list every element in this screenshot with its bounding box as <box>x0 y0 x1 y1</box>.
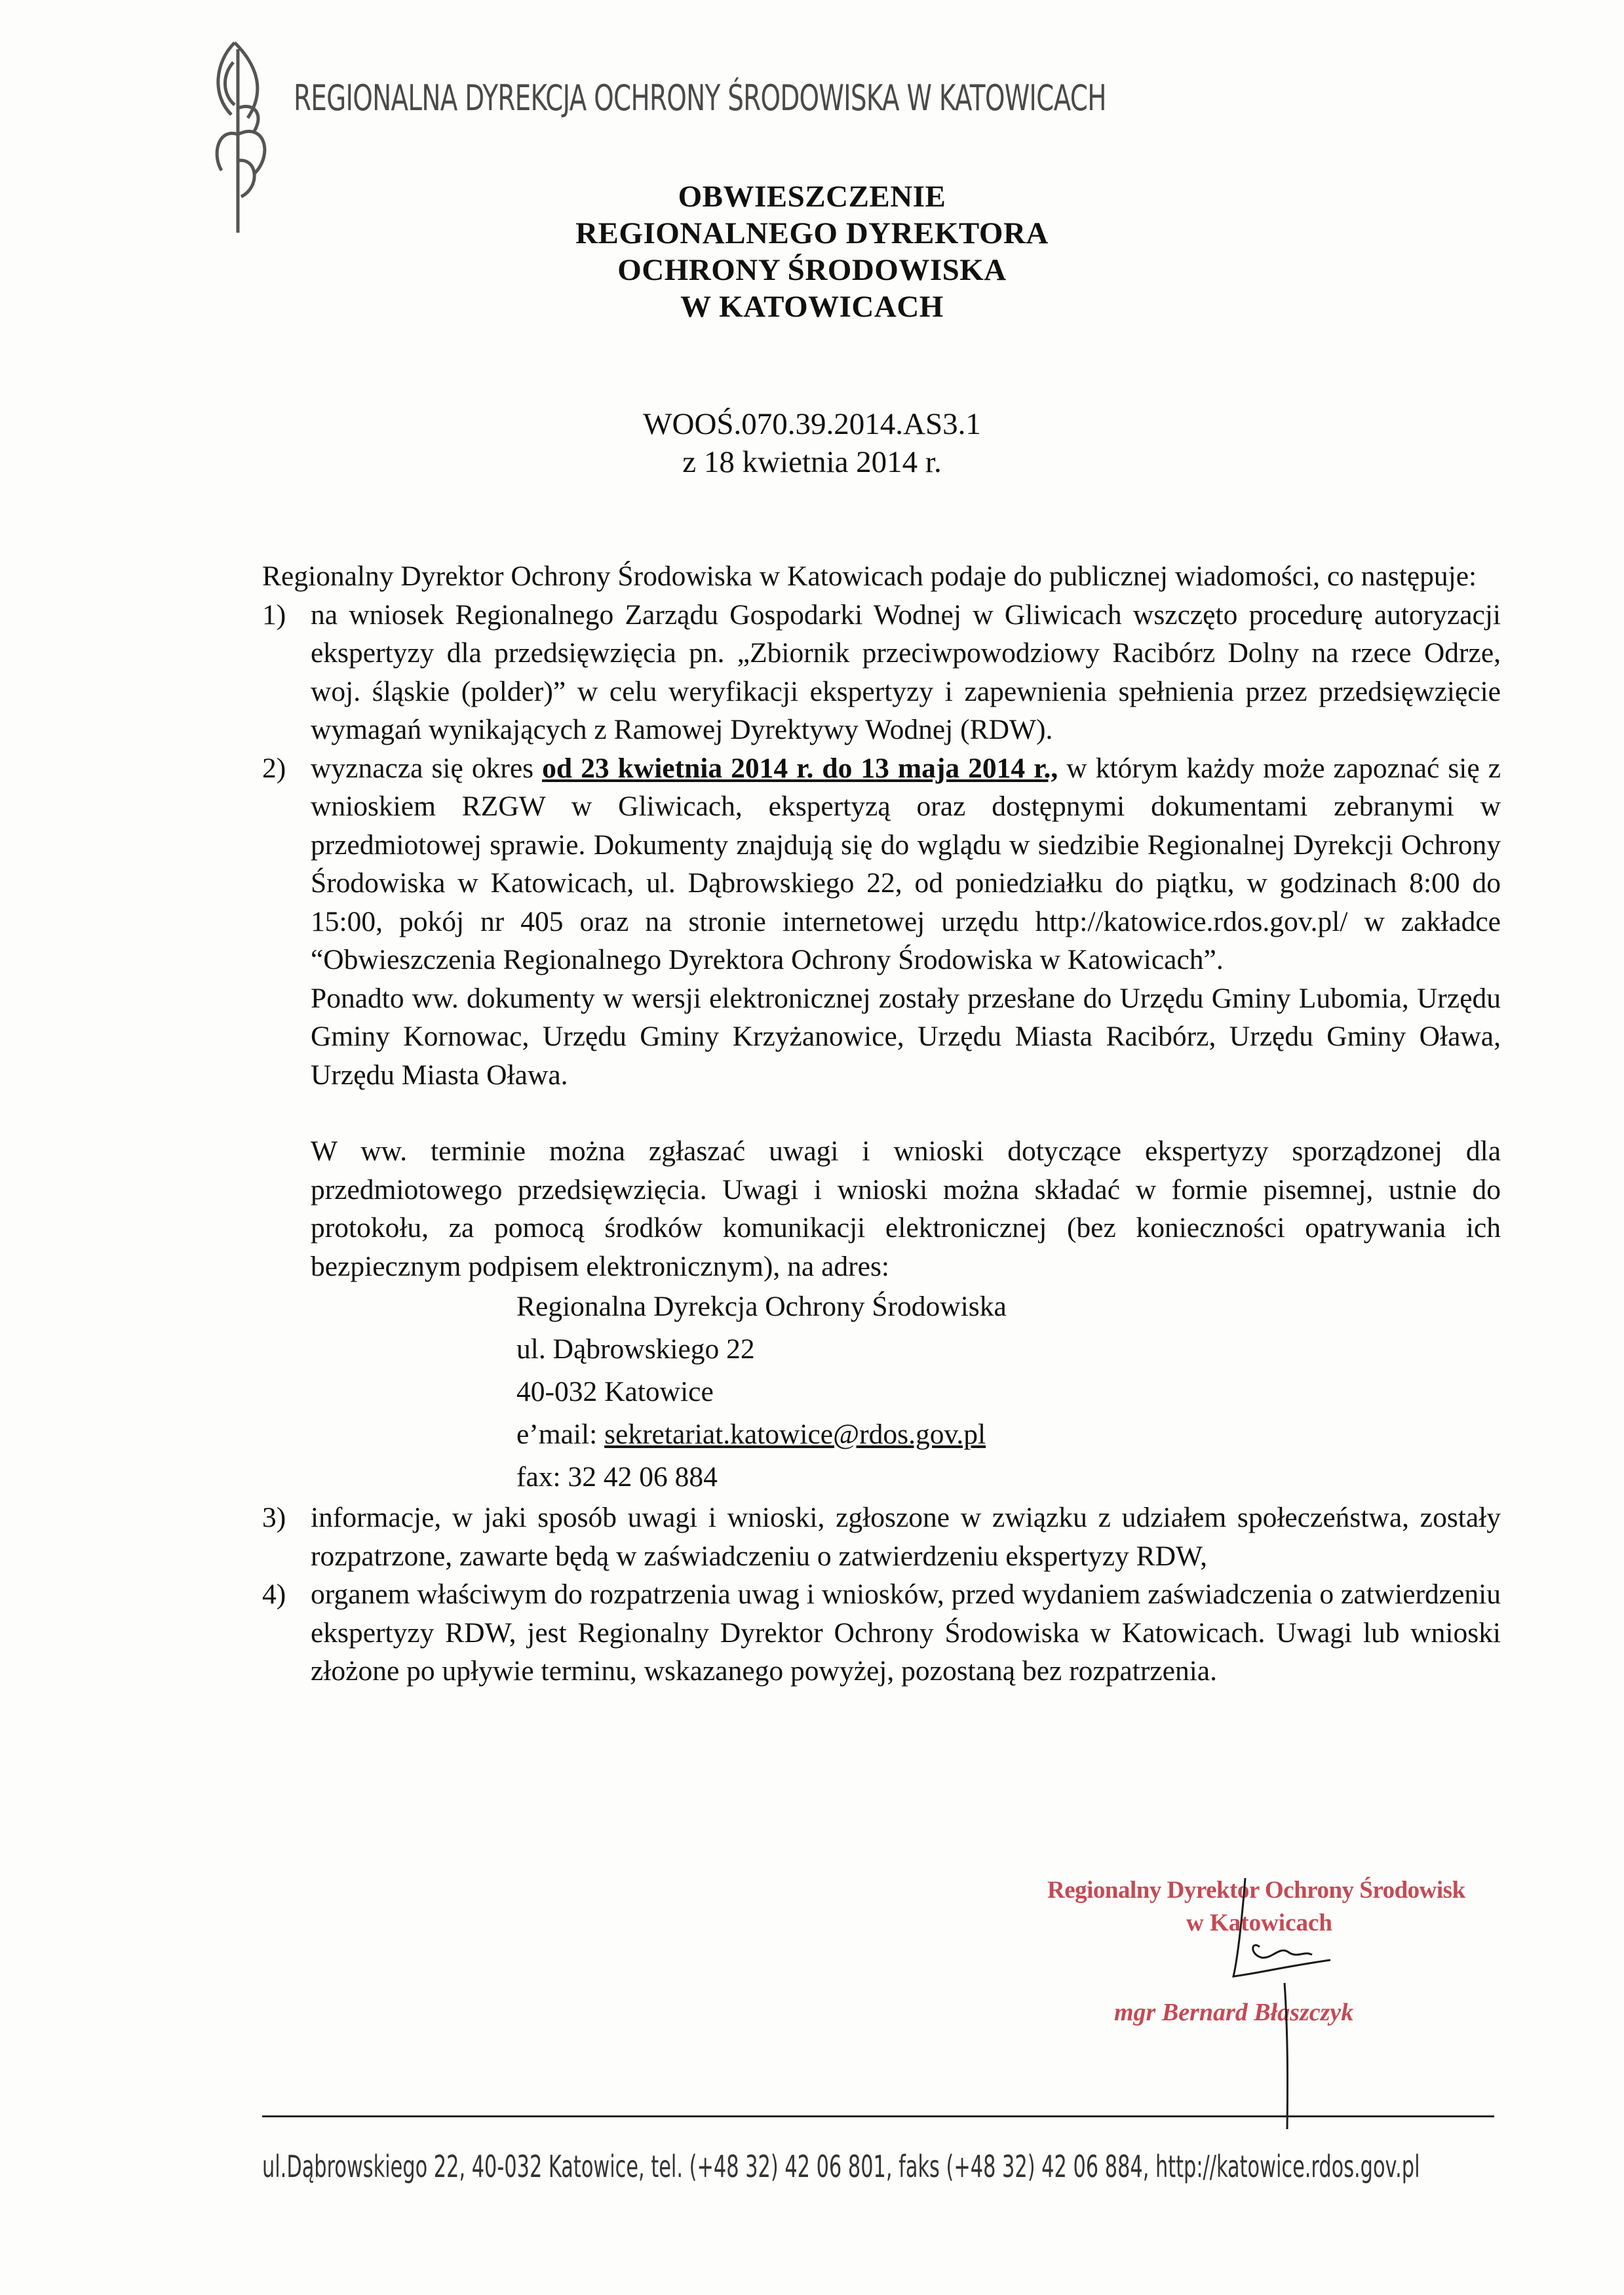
intro-paragraph: Regionalny Dyrektor Ochrony Środowiska w Katowicach podaje do publicznej wiadomości, co następuje: <box>262 560 1477 592</box>
document-body <box>262 557 1501 1691</box>
address-block <box>311 1285 1501 1499</box>
list-item <box>262 1499 1501 1575</box>
item-number: 1) <box>262 598 286 631</box>
title-line-4: W KATOWICACH <box>680 290 944 324</box>
item-number: 4) <box>262 1579 286 1610</box>
notice-items <box>262 596 1501 1691</box>
document-title <box>0 178 1624 325</box>
title-line-1: OBWIESZCZENIE <box>678 180 946 214</box>
stamp-signatory: mgr Bernard Błaszczyk <box>1114 1999 1354 2026</box>
item-number: 3) <box>262 1502 286 1533</box>
address-line-3: 40-032 Katowice <box>516 1376 714 1407</box>
organization-name: REGIONALNA DYREKCJA OCHRONY ŚRODOWISKA W KATOWICACH <box>294 77 1106 119</box>
handwritten-signature <box>1206 1868 1363 2130</box>
stamp-location: w Katowicach <box>1186 1910 1332 1936</box>
title-line-2: REGIONALNEGO DYREKTORA <box>575 216 1049 250</box>
item-text <box>311 749 1501 979</box>
footer-divider <box>262 2115 1494 2117</box>
footer-contact: ul.Dąbrowskiego 22, 40-032 Katowice, tel. (+48 32) 42 06 801, faks (+48 32) 42 06 884, http://katowice.rdos.gov.pl <box>262 2149 1420 2184</box>
item-text: na wniosek Regionalnego Zarządu Gospodarki Wodnej w Gliwicach wszczęto procedurę autoryzacji ekspertyzy dla przedsięwzięcia pn. „Zbiornik przeciwpowodziowy Racibórz Dolny na rzece Odrze, woj. śląskie (polder)” w celu weryfikacji ekspertyzy i zapewnienia spełnienia przez przedsięwzięcie wymagań wynikających z Ramowej Dyrektywy Wodnej (RDW). <box>311 598 1501 745</box>
title-line-3: OCHRONY ŚRODOWISKA <box>617 253 1007 287</box>
reference-block <box>0 405 1624 481</box>
reference-date: z 18 kwietnia 2014 r. <box>682 445 942 479</box>
list-item <box>262 596 1501 749</box>
list-item <box>262 1575 1501 1691</box>
address-email-row <box>516 1413 1501 1456</box>
item-text: organem właściwym do rozpatrzenia uwag i wniosków, przed wydaniem zaświadczenia o zatwierdzeniu ekspertyzy RDW, jest Regionalny Dyrektor Ochrony Środowiska w Katowicach. Uwagi lub wnioski złożone po upływie terminu, wskazanego powyżej, pozostaną bez rozpatrzenia. <box>311 1579 1501 1687</box>
address-line-1: Regionalna Dyrekcja Ochrony Środowiska <box>516 1291 1007 1322</box>
paragraph-gap <box>311 1094 1501 1132</box>
consultation-period: od 23 kwietnia 2014 r. do 13 maja 2014 r., <box>542 752 1058 784</box>
item-text-before: wyznacza się okres <box>311 752 543 784</box>
list-item <box>262 749 1501 1499</box>
item-text-after: w którym każdy może zapoznać się z wnioskiem RZGW w Gliwicach, ekspertyzą oraz dostępnymi dokumentami zebranymi w przedmiotowej sprawie. Dokumenty znajdują się do wglądu w siedzibie Regionalnej Dyrekcji Ochrony Środowiska w Katowicach, ul. Dąbrowskiego 22, od poniedziałku do piątku, w godzinach 8:00 do 15:00, pokój nr 405 oraz na stronie internetowej urzędu http://katowice.rdos.gov.pl/ w zakładce “Obwieszczenia Regionalnego Dyrektora Ochrony Środowiska w Katowicach”. <box>311 752 1501 975</box>
email-label: e’mail: <box>516 1419 605 1450</box>
item-number: 2) <box>262 752 286 784</box>
address-line-2: ul. Dąbrowskiego 22 <box>516 1333 755 1365</box>
email-link[interactable]: sekretariat.katowice@rdos.gov.pl <box>604 1419 986 1450</box>
stamp-title: Regionalny Dyrektor Ochrony Środowisk <box>1047 1877 1465 1904</box>
address-fax: fax: 32 42 06 884 <box>516 1461 718 1493</box>
reference-number: WOOŚ.070.39.2014.AS3.1 <box>643 407 981 441</box>
item-paragraph-2: Ponadto ww. dokumenty w wersji elektronicznej zostały przesłane do Urzędu Gminy Lubomia, Urzędu Gminy Kornowac, Urzędu Gminy Krzyżanowice, Urzędu Miasta Racibórz, Urzędu Gminy Oława, Urzędu Miasta Oława. <box>311 982 1501 1091</box>
item-text: informacje, w jaki sposób uwagi i wnioski, zgłoszone w związku z udziałem społeczeństwa, zostały rozpatrzone, zawarte będą w zaświadczeniu o zatwierdzeniu ekspertyzy RDW, <box>311 1502 1501 1572</box>
item-paragraph-3: W ww. terminie można zgłaszać uwagi i wnioski dotyczące ekspertyzy sporządzonej dla przedmiotowego przedsięwzięcia. Uwagi i wnioski można składać w formie pisemnej, ustnie do protokołu, za pomocą środków komunikacji elektronicznej (bez konieczności opatrywania ich bezpiecznym podpisem elektronicznym), na adres: <box>311 1135 1501 1282</box>
